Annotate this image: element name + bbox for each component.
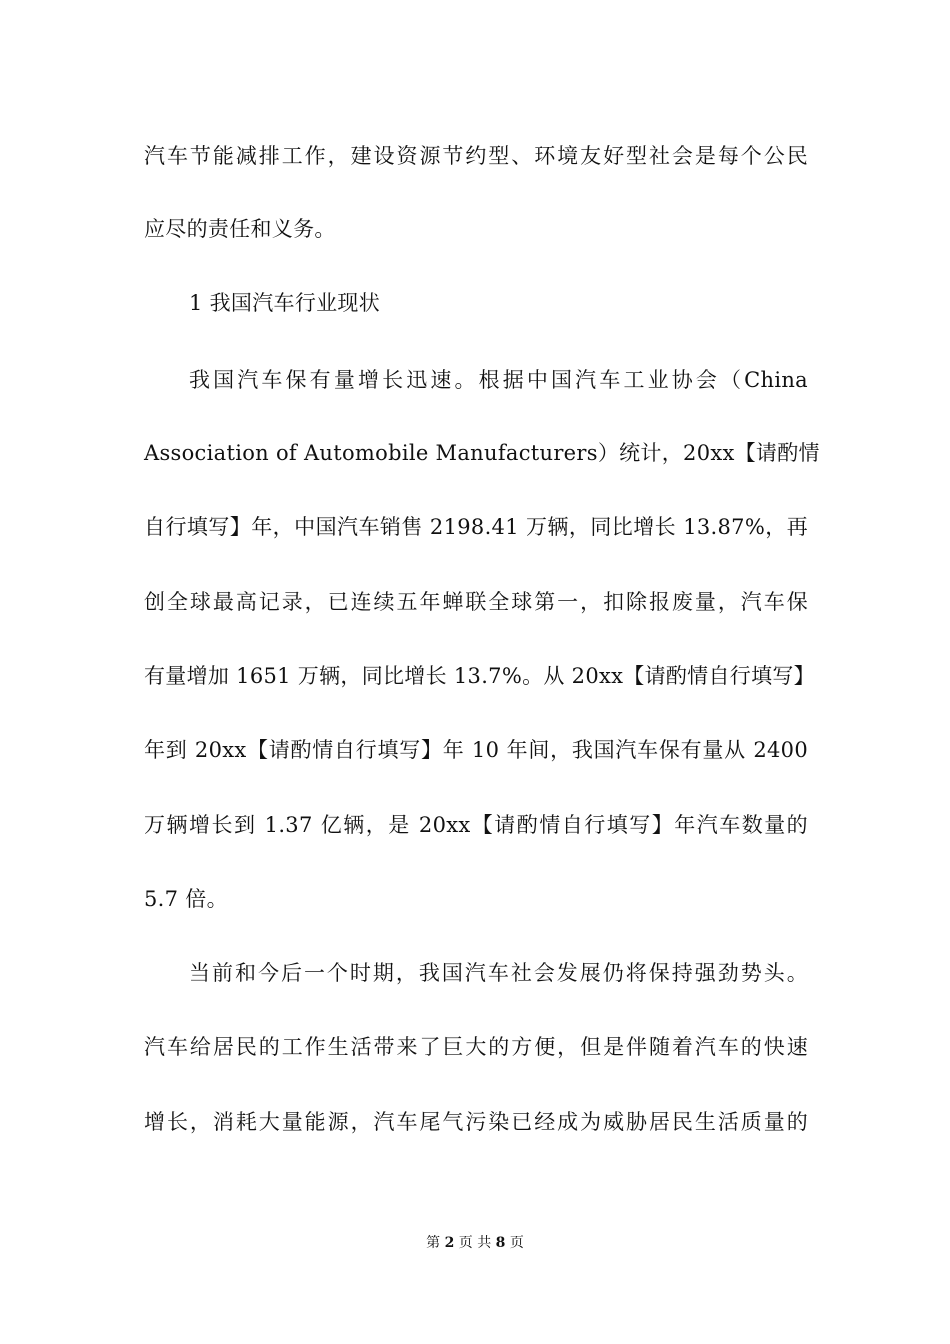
footer-middle: 页 共 bbox=[458, 1235, 492, 1251]
text-line: 万辆增长到 1.37 亿辆，是 20xx【请酌情自行填写】年汽车数量的 bbox=[144, 813, 808, 837]
text-line: 有量增加 1651 万辆，同比增长 13.7%。从 20xx【请酌情自行填写】 bbox=[144, 664, 815, 688]
text-line: Association of Automobile Manufacturers）统计，20xx【请酌情 bbox=[144, 441, 820, 465]
text-line: 5.7 倍。 bbox=[144, 887, 228, 911]
text-line: 应尽的责任和义务。 bbox=[144, 217, 336, 241]
footer-prefix: 第 bbox=[426, 1235, 441, 1251]
text-line: 创全球最高记录，已连续五年蝉联全球第一，扣除报废量，汽车保 bbox=[144, 590, 808, 614]
footer-page-number: 2 bbox=[444, 1235, 455, 1251]
text-line: 汽车节能减排工作，建设资源节约型、环境友好型社会是每个公民 bbox=[144, 144, 808, 168]
text-line: 汽车给居民的工作生活带来了巨大的方便，但是伴随着汽车的快速 bbox=[144, 1035, 808, 1059]
page-footer bbox=[0, 1233, 950, 1253]
text-line: 年到 20xx【请酌情自行填写】年 10 年间，我国汽车保有量从 2400 bbox=[144, 738, 808, 762]
section-heading: 1 我国汽车行业现状 bbox=[189, 291, 381, 315]
text-line: 自行填写】年，中国汽车销售 2198.41 万辆，同比增长 13.87%，再 bbox=[144, 515, 808, 539]
footer-total-pages: 8 bbox=[495, 1235, 506, 1251]
text-line: 增长，消耗大量能源，汽车尾气污染已经成为威胁居民生活质量的 bbox=[144, 1110, 808, 1134]
text-line: 我国汽车保有量增长迅速。根据中国汽车工业协会（China bbox=[189, 368, 808, 392]
text-line: 当前和今后一个时期，我国汽车社会发展仍将保持强劲势头。 bbox=[189, 961, 808, 985]
footer-suffix: 页 bbox=[509, 1235, 524, 1251]
